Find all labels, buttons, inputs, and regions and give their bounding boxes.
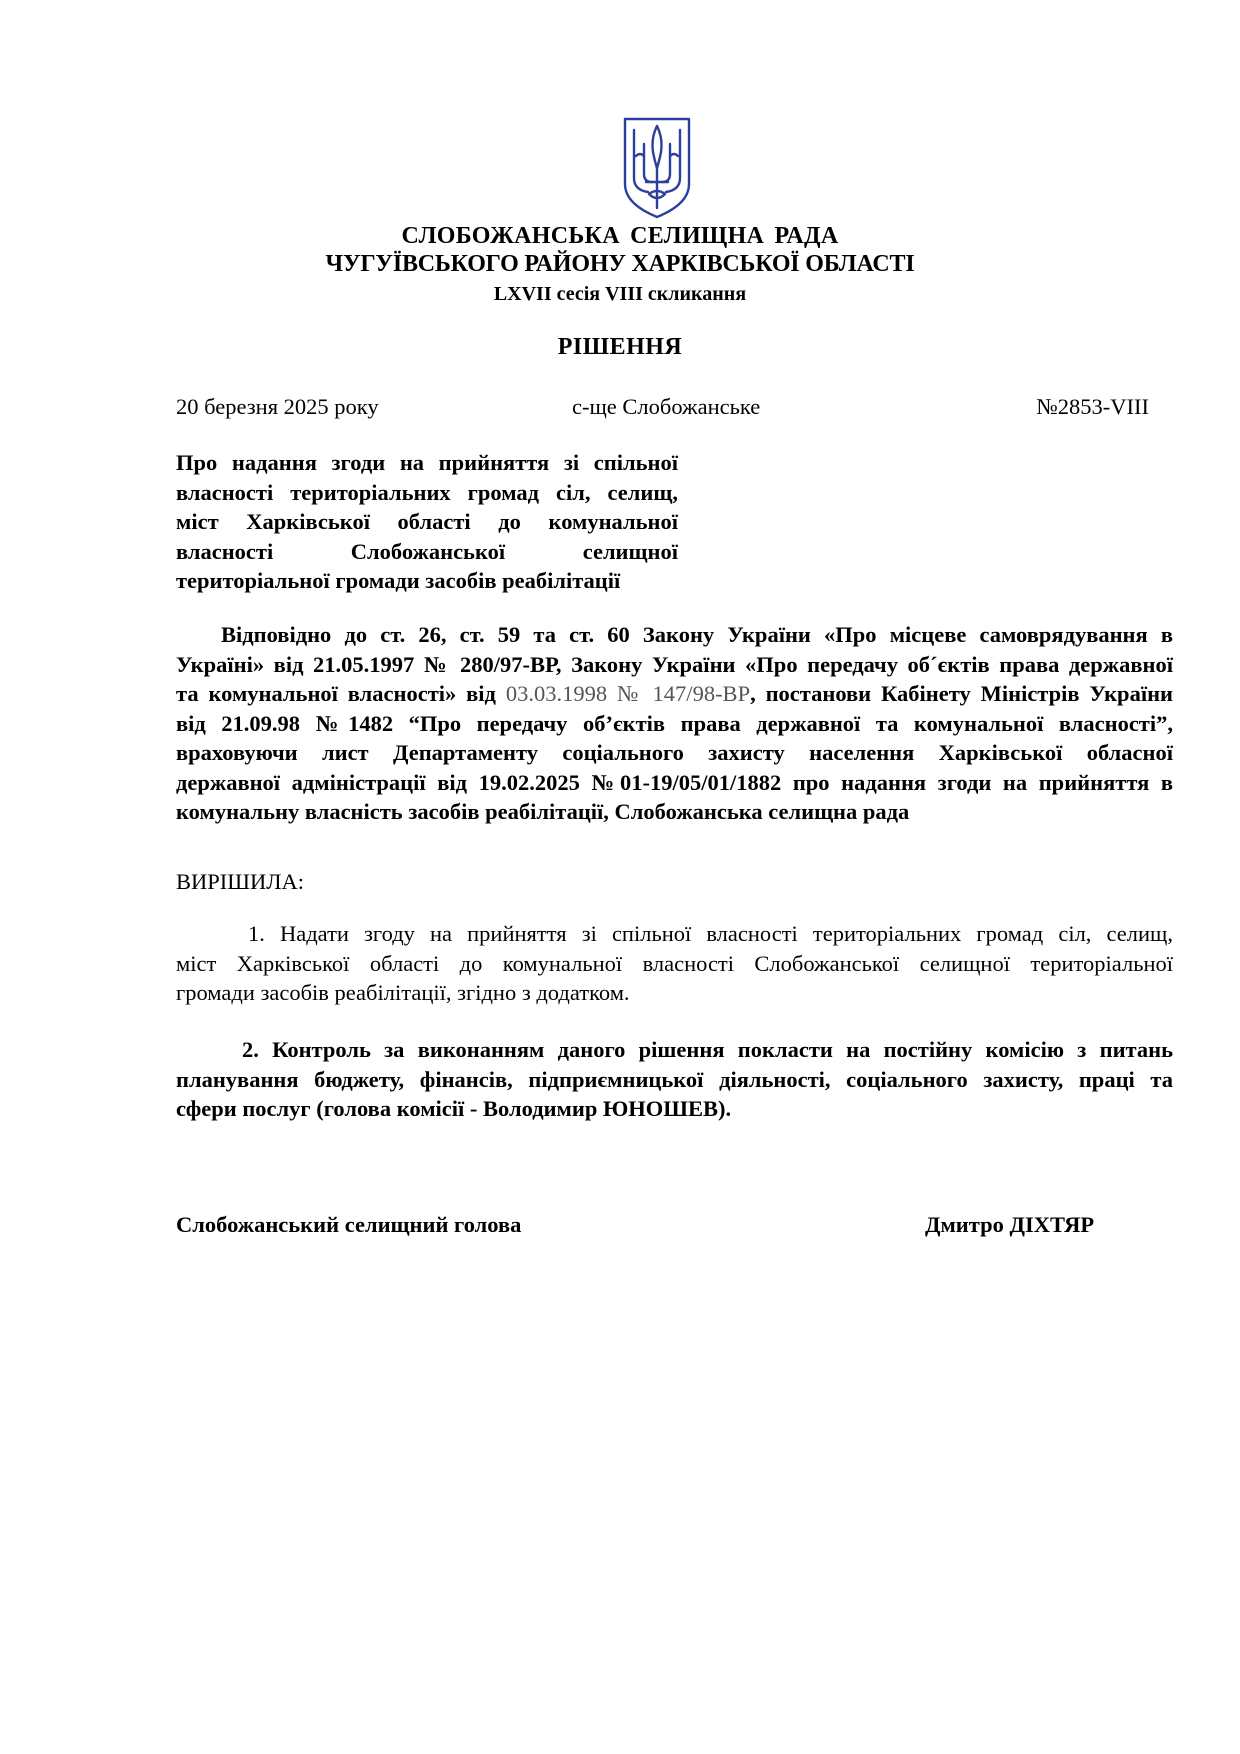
basis-line: від 21.09.98 №1482 “Про передачу об’єктів права державної та комунальної власності”, bbox=[176, 710, 1173, 736]
basis-line bbox=[176, 679, 1173, 709]
basis-line: Відповідно до ст. 26, ст. 59 та ст. 60 Закону України «Про місцеве самоврядування в bbox=[221, 622, 1173, 647]
basis-line: комунальну власність засобів реабілітації, Слобожанська селищна рада bbox=[176, 799, 910, 824]
item-line: 2. Контроль за виконанням даного рішення покласти на постійну комісію з питань bbox=[242, 1037, 1173, 1062]
legal-basis-paragraph bbox=[176, 620, 1173, 827]
document-meta bbox=[176, 392, 1149, 422]
item-line: 1. Надати згоду на прийняття зі спільної власності територіальних громад сіл, селищ, bbox=[248, 921, 1173, 946]
resolved-heading: ВИРІШИЛА: bbox=[176, 869, 304, 894]
signatory-position: Слобожанський селищний голова bbox=[176, 1212, 522, 1237]
subject-line: територіальної громади засобів реабілітації bbox=[176, 568, 621, 593]
document-title: РІШЕННЯ bbox=[557, 334, 683, 360]
council-name: СЛОБОЖАНСЬКА СЕЛИЩНА РАДА bbox=[401, 223, 839, 249]
decision-subject bbox=[176, 448, 678, 596]
coat-of-arms-of-ukraine-icon bbox=[622, 116, 692, 220]
item-line: планування бюджету, фінансів, підприємницької діяльності, соціального захисту, праці та bbox=[176, 1066, 1173, 1092]
basis-line: державної адміністрації від 19.02.2025 №01-19/05/01/1882 про надання згоди на прийняття в bbox=[176, 769, 1173, 795]
basis-text: та комунальної власності» від bbox=[176, 681, 506, 706]
resolution-item-1 bbox=[176, 919, 1173, 1008]
subject-line: власності Слобожанської селищної bbox=[176, 538, 678, 564]
item-line: сфери послуг (голова комісії - Володимир ЮНОШЕВ). bbox=[176, 1096, 732, 1121]
signatory-name: Дмитро ДІХТЯР bbox=[925, 1212, 1095, 1237]
basis-line: Україні» від 21.05.1997 № 280/97-ВР, Закону України «Про передачу об´єктів права державної bbox=[176, 651, 1173, 677]
basis-text: , постанови Кабінету Міністрів України bbox=[750, 681, 1174, 706]
law-reference: 03.03.1998 № 147/98-ВР bbox=[505, 681, 751, 706]
subject-line: міст Харківської області до комунальної bbox=[176, 509, 678, 534]
district-name: ЧУГУЇВСЬКОГО РАЙОНУ ХАРКІВСЬКОЇ ОБЛАСТІ bbox=[325, 251, 915, 277]
basis-line: враховуючи лист Департаменту соціального захисту населення Харківської обласної bbox=[176, 740, 1173, 765]
item-line: міст Харківської області до комунальної власності Слобожанської селищної територіальної bbox=[176, 950, 1173, 976]
resolution-item-2 bbox=[176, 1035, 1173, 1124]
decision-date: 20 березня 2025 року bbox=[176, 394, 379, 419]
decision-number: №2853-VІІІ bbox=[1036, 394, 1149, 419]
session-info: LXVІІ сесія VIІІ скликання bbox=[493, 283, 747, 305]
decision-place: с-ще Слобожанське bbox=[572, 394, 761, 419]
subject-line: Про надання згоди на прийняття зі спільної bbox=[176, 450, 678, 475]
subject-line: власності територіальних громад сіл, селищ, bbox=[176, 479, 678, 505]
item-line: громади засобів реабілітації, згідно з додатком. bbox=[176, 980, 630, 1005]
